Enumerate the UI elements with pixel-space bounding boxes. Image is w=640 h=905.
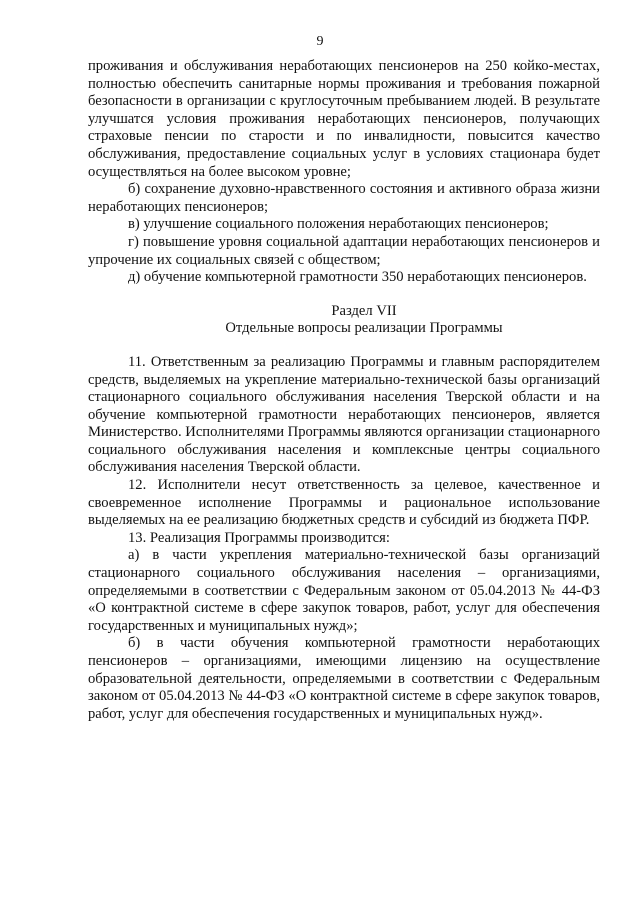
paragraph-13: 13. Реализация Программы производится: [128,529,390,546]
list-item-d: д) обучение компьютерной грамотности 350 неработающих пенсионеров. [128,269,587,286]
spacer [88,338,600,354]
list-item-b: б) сохранение духовно-нравственного состояния и активного образа жизни неработающих пенсионеров; [88,181,600,215]
paragraph-13-a: а) в части укрепления материально-технической базы организаций стационарного социального обслуживания населения – организациями, определяемыми в соответствии с Федеральным законом от 05.04.2013 № 44-ФЗ «О контрактной системе в сфере закупок товаров, работ, услуг для обеспечения государственных и муниципальных нужд»; [88,547,600,634]
paragraph-11: 11. Ответственным за реализацию Программы и главным распорядителем средств, выделяемых на укрепление материально-технической базы организаций стационарного социального обслуживания населения Тверской области и на обучение компьютерной грамотности неработающих пенсионеров, является Министерство. Исполнителями Программы являются организации стационарного социального обслуживания населения и комплексные центры социального обслуживания населения Тверской области. [88,353,601,476]
section-number: Раздел VII [331,302,397,319]
intro-paragraph: проживания и обслуживания неработающих пенсионеров на 250 койко-местах, полностью обеспечить санитарные нормы проживания и требования пожарной безопасности в организации с круглосуточным пребыванием людей. В результате улучшатся условия проживания неработающих пенсионеров, получающих страховые пенсии по старости и по инвалидности, повысится качество обслуживания, предоставление социальных услуг в условиях стационара будет осуществляться на более высоком уровне; [88,58,600,180]
spacer [88,287,600,303]
paragraph-13-b: б) в части обучения компьютерной грамотности неработающих пенсионеров – организациями, имеющими лицензию на осуществление образовательной деятельности, определяемыми в соответствии с Федеральным законом от 05.04.2013 № 44-ФЗ «О контрактной системе в сфере закупок товаров, работ, услуг для обеспечения государственных и муниципальных нужд». [88,635,600,722]
page-number: 9 [316,34,324,49]
paragraph-12: 12. Исполнители несут ответственность за целевое, качественное и своевременное исполнение Программы и рациональное использование выделяемых на ее реализацию бюджетных средств и субсидий из бюджета ПФР. [88,477,600,529]
list-item-g: г) повышение уровня социальной адаптации неработающих пенсионеров и упрочение их социальных связей с обществом; [88,233,600,268]
list-item-v: в) улучшение социального положения неработающих пенсионеров; [128,216,549,233]
document-body [88,58,600,723]
section-title: Отдельные вопросы реализации Программы [225,320,503,337]
